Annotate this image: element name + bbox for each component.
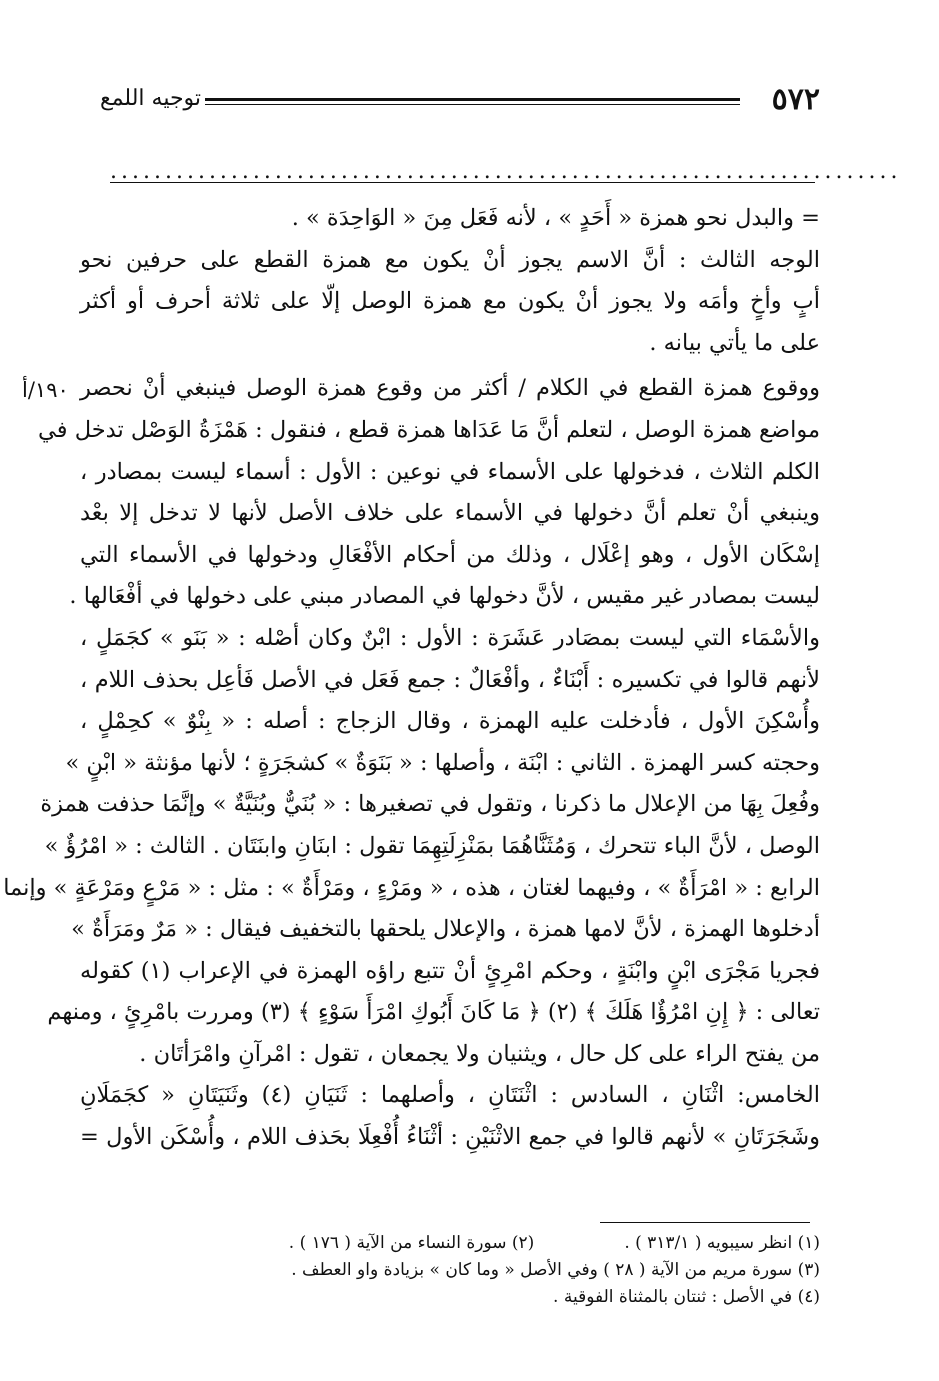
text-line: على ما يأتي بيانه . — [649, 329, 820, 356]
page-number: ٥٧٢ — [771, 82, 820, 117]
text-line: ليست بمصادر غير مقيس ، لأنَّ دخولها في المصادر مبني على دخولها في أفْعَالها . — [69, 583, 820, 610]
footnote-4: (٤) في الأصل : ثنتان بالمثناة الفوقية . — [553, 1287, 820, 1307]
text-line: وحجته كسر الهمزة . الثاني : ابْنَة ، وأصلها : « بَنَوَةٌ » كشجَرَةٍ ؛ لأنها مؤنثة « ابْنٍ » — [65, 749, 820, 776]
page-header — [100, 80, 820, 120]
text-line: أبٍ وأخٍ وأمَه ولا يجوز أنْ يكون مع همزة الوصل إلّا على ثلاثة أحرف أو أكثر — [80, 288, 820, 315]
text-line: وشَجَرَتَانِ » لأنهم قالوا في جمع الاثْنَيْنِ : أثْنَاءُ أُفْعِلَا بحَذف اللام ، وأُسْكَن الأول = — [80, 1124, 820, 1151]
running-title: توجيه اللمع — [100, 86, 202, 111]
text-line: إسْكَان الأول ، وهو إعْلَال ، وذلك من أحكام الأفْعَالِ ودخولها في الأسماء التي — [80, 541, 820, 568]
text-line: الوصل ، لأنَّ الباء تتحرك ، وَمُثَنَّاهُمَا بمَنْزِلَتِهِمَا تقول : ابنَانِ وابنَتَان . الثالث : « امْرُؤٌ » — [44, 832, 820, 859]
footnote-1: (١) انظر سيبويه ( ٣١٣/١ ) . — [624, 1233, 820, 1253]
continuation-dots: ........................................................................ — [110, 159, 902, 184]
text-line: الكلم الثلاث ، فدخولها على الأسماء في نوعين : الأول : أسماء ليست بمصادر ، — [80, 458, 820, 485]
text-line: وينبغي أنْ تعلم أنَّ دخولها في الأسماء على خلاف الأصل لأنها لا تدخل إلا بعْد — [80, 500, 820, 527]
text-line: وفُعِلَ بِهَا من الإعلال ما ذكرنا ، وتقول في تصغيرها : « بُنَيٌّ وبُنَيَّةٌ » وإنَّمَا حذفت همزة — [40, 791, 820, 818]
text-line: الوجه الثالث : أنَّ الاسم يجوز أنْ يكون مع همزة القطع على حرفين نحو — [80, 246, 820, 273]
text-line: تعالى : ﴿ إِنِ امْرُؤٌا هَلَكَ ﴾ (٢) ﴿ مَا كَانَ أَبُوكِ امْرَأَ سَوْءٍ ﴾ (٣) ومررت بامْرِئٍ ، ومنهم — [47, 999, 820, 1026]
text-line: الخامس: اثْنَانِ ، السادس : اثْنَتَانِ ، وأصلهما : ثَنَيَانِ (٤) وثَنَيَتَانِ « كجَمَلَانِ — [80, 1082, 820, 1109]
text-line: مواضع همزة الوصل ، لتعلم أنَّ مَا عَدَاها همزة قطع ، فنقول : هَمْزَةُ الوَصْل تدخل في — [38, 416, 820, 443]
footnote-line — [150, 1230, 820, 1257]
footnote-line — [150, 1257, 820, 1284]
footnote-3: (٣) سورة مريم من الآية ( ٢٨ ) وفي الأصل « وما كان » بزيادة واو العطف . — [291, 1260, 820, 1280]
text-line: = والبدل نحو همزة « أَحَدٍ » ، لأنه فَعَل مِنَ « الوَاحِدَة » . — [291, 205, 820, 231]
manuscript-folio-ref: ١٩٠/أ — [22, 378, 69, 402]
text-line: من يفتح الراء على كل حال ، ويثنيان ولا يجمعان ، تقول : امْرآنِ وامْرَأتَان . — [139, 1040, 820, 1067]
text-line: فجريا مَجْرَى ابْنٍ وابْنَةٍ ، وحكم امْرِئٍ أنْ تتبع راؤه الهمزة في الإعراب (١) كقوله — [80, 957, 820, 984]
footnote-line — [150, 1284, 820, 1311]
footnote-2: (٢) سورة النساء من الآية ( ١٧٦ ) . — [288, 1233, 535, 1253]
text-line: أدخلوها الهمزة ، لأنَّ لامها همزة ، والإعلال يلحقها بالتخفيف فيقال : « مَرٌ ومَرَأَةٌ » — [71, 916, 820, 943]
text-line: ووقوع همزة القطع في الكلام / أكثر من وقوع همزة الوصل فينبغي أنْ نحصر — [80, 375, 820, 402]
text-line: لأنهم قالوا في تكسيره : أَبْنَاءٌ ، وأفْعَالٌ : جمع فَعَل في الأصل فَأعِل بحذف اللام ، — [80, 666, 820, 693]
footnotes — [150, 1230, 820, 1311]
footnote-rule — [600, 1222, 810, 1223]
text-line: وأُسْكِنَ الأول ، فأدخلت عليه الهمزة ، وقال الزجاج : أصله : « بِنْوٌ » كحِمْلٍ ، — [80, 708, 820, 735]
continuation-rule — [110, 182, 815, 183]
text-line: والأسْمَاء التي ليست بمصَادر عَشَرَة : الأول : ابْنٌ وكان أصْله : « بَنَو » كجَمَلٍ ، — [80, 624, 820, 651]
text-line: الرابع : « امْرَأَةٌ » ، وفيهما لغتان ، هذه ، « ومَرْءٍ ، ومَرْأَةٌ » : مثل : « مَرْعٍ ومَرْعَةٍ » وإنما — [3, 874, 820, 901]
header-rule — [205, 98, 740, 105]
